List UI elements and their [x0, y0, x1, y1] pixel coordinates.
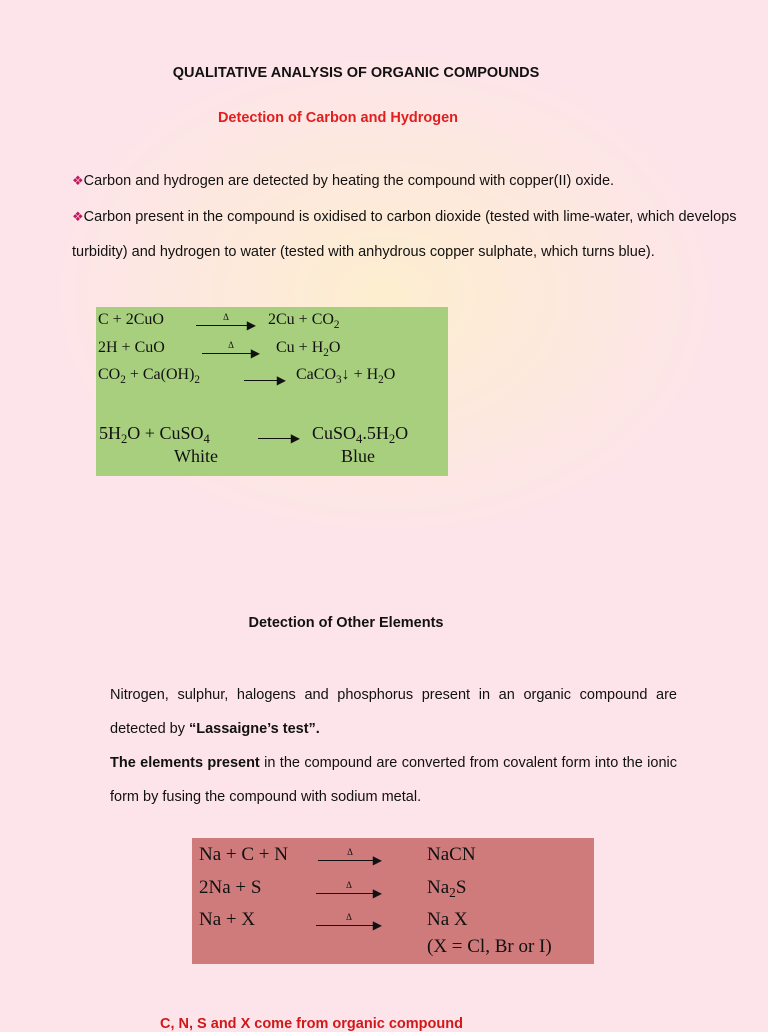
paragraph: Nitrogen, sulphur, halogens and phosphorus present in an organic compound are detected by “Lassaigne’s test”. — [110, 687, 677, 737]
equation-lhs: C + 2CuO — [98, 311, 164, 328]
reaction-arrow-icon: ▶ — [244, 372, 286, 386]
equation-rhs: $CuSO_4.5H_2O$ — [312, 423, 409, 446]
equation-lhs: Na + C + N — [199, 844, 288, 865]
equation-lhs: 2Na + S — [199, 877, 262, 898]
lassaigne-equations-box — [192, 838, 594, 964]
equation-rhs: Na X — [427, 909, 468, 930]
diamond-bullet-icon: ❖ — [72, 173, 84, 188]
equation-rhs: $Cu + H_2O$ — [276, 339, 341, 359]
equation-rhs: $Na_2S$ — [427, 877, 467, 900]
reaction-arrow-icon: Δ ▶ — [196, 317, 256, 331]
page-title: QUALITATIVE ANALYSIS OF ORGANIC COMPOUNDS — [172, 65, 540, 81]
reaction-arrow-icon: Δ ▶ — [202, 345, 260, 359]
equation-rhs: $2Cu + CO_2$ — [268, 311, 340, 331]
section-heading-other-elements: Detection of Other Elements — [248, 615, 444, 631]
cut-off-heading: C, N, S and X come from organic compound — [160, 1016, 463, 1032]
caption-white: White — [174, 446, 218, 466]
carbon-hydrogen-equations-box — [96, 307, 448, 476]
bullet-item: ❖Carbon present in the compound is oxidised to carbon dioxide (tested with lime-water, which develops turbidity) and hydrogen to water (tested with anhydrous copper sulphate, which turns blue). — [72, 209, 737, 260]
equation-lhs: 2H + CuO — [98, 339, 165, 356]
reaction-arrow-icon: Δ ▶ — [318, 852, 382, 866]
equation-rhs: CaCO$_3$↓ + $H_2O$ — [296, 366, 396, 386]
section-heading-carbon-hydrogen: Detection of Carbon and Hydrogen — [217, 110, 459, 126]
paragraph: The elements present in the compound are converted from covalent form into the ionic form by fusing the compound with sodium metal. — [110, 755, 677, 805]
diamond-bullet-icon: ❖ — [72, 209, 84, 224]
bullet-item: ❖Carbon and hydrogen are detected by heating the compound with copper(II) oxide. — [72, 173, 615, 189]
reaction-arrow-icon: Δ ▶ — [316, 885, 382, 899]
lassaigne-paragraph — [110, 678, 677, 814]
equation-lhs: $5H_2O$ + CuSO$_4$ — [99, 423, 210, 446]
equation-lhs: Na + X — [199, 909, 256, 930]
caption-blue: Blue — [341, 446, 375, 466]
halogen-note: (X = Cl, Br or I) — [427, 936, 552, 957]
equation-lhs: $CO_2 + Ca(OH)_2$ — [98, 366, 200, 386]
reaction-arrow-icon: ▶ — [258, 430, 300, 444]
equation-rhs: NaCN — [427, 844, 476, 865]
bullet-list — [72, 163, 740, 270]
reaction-arrow-icon: Δ ▶ — [316, 917, 382, 931]
